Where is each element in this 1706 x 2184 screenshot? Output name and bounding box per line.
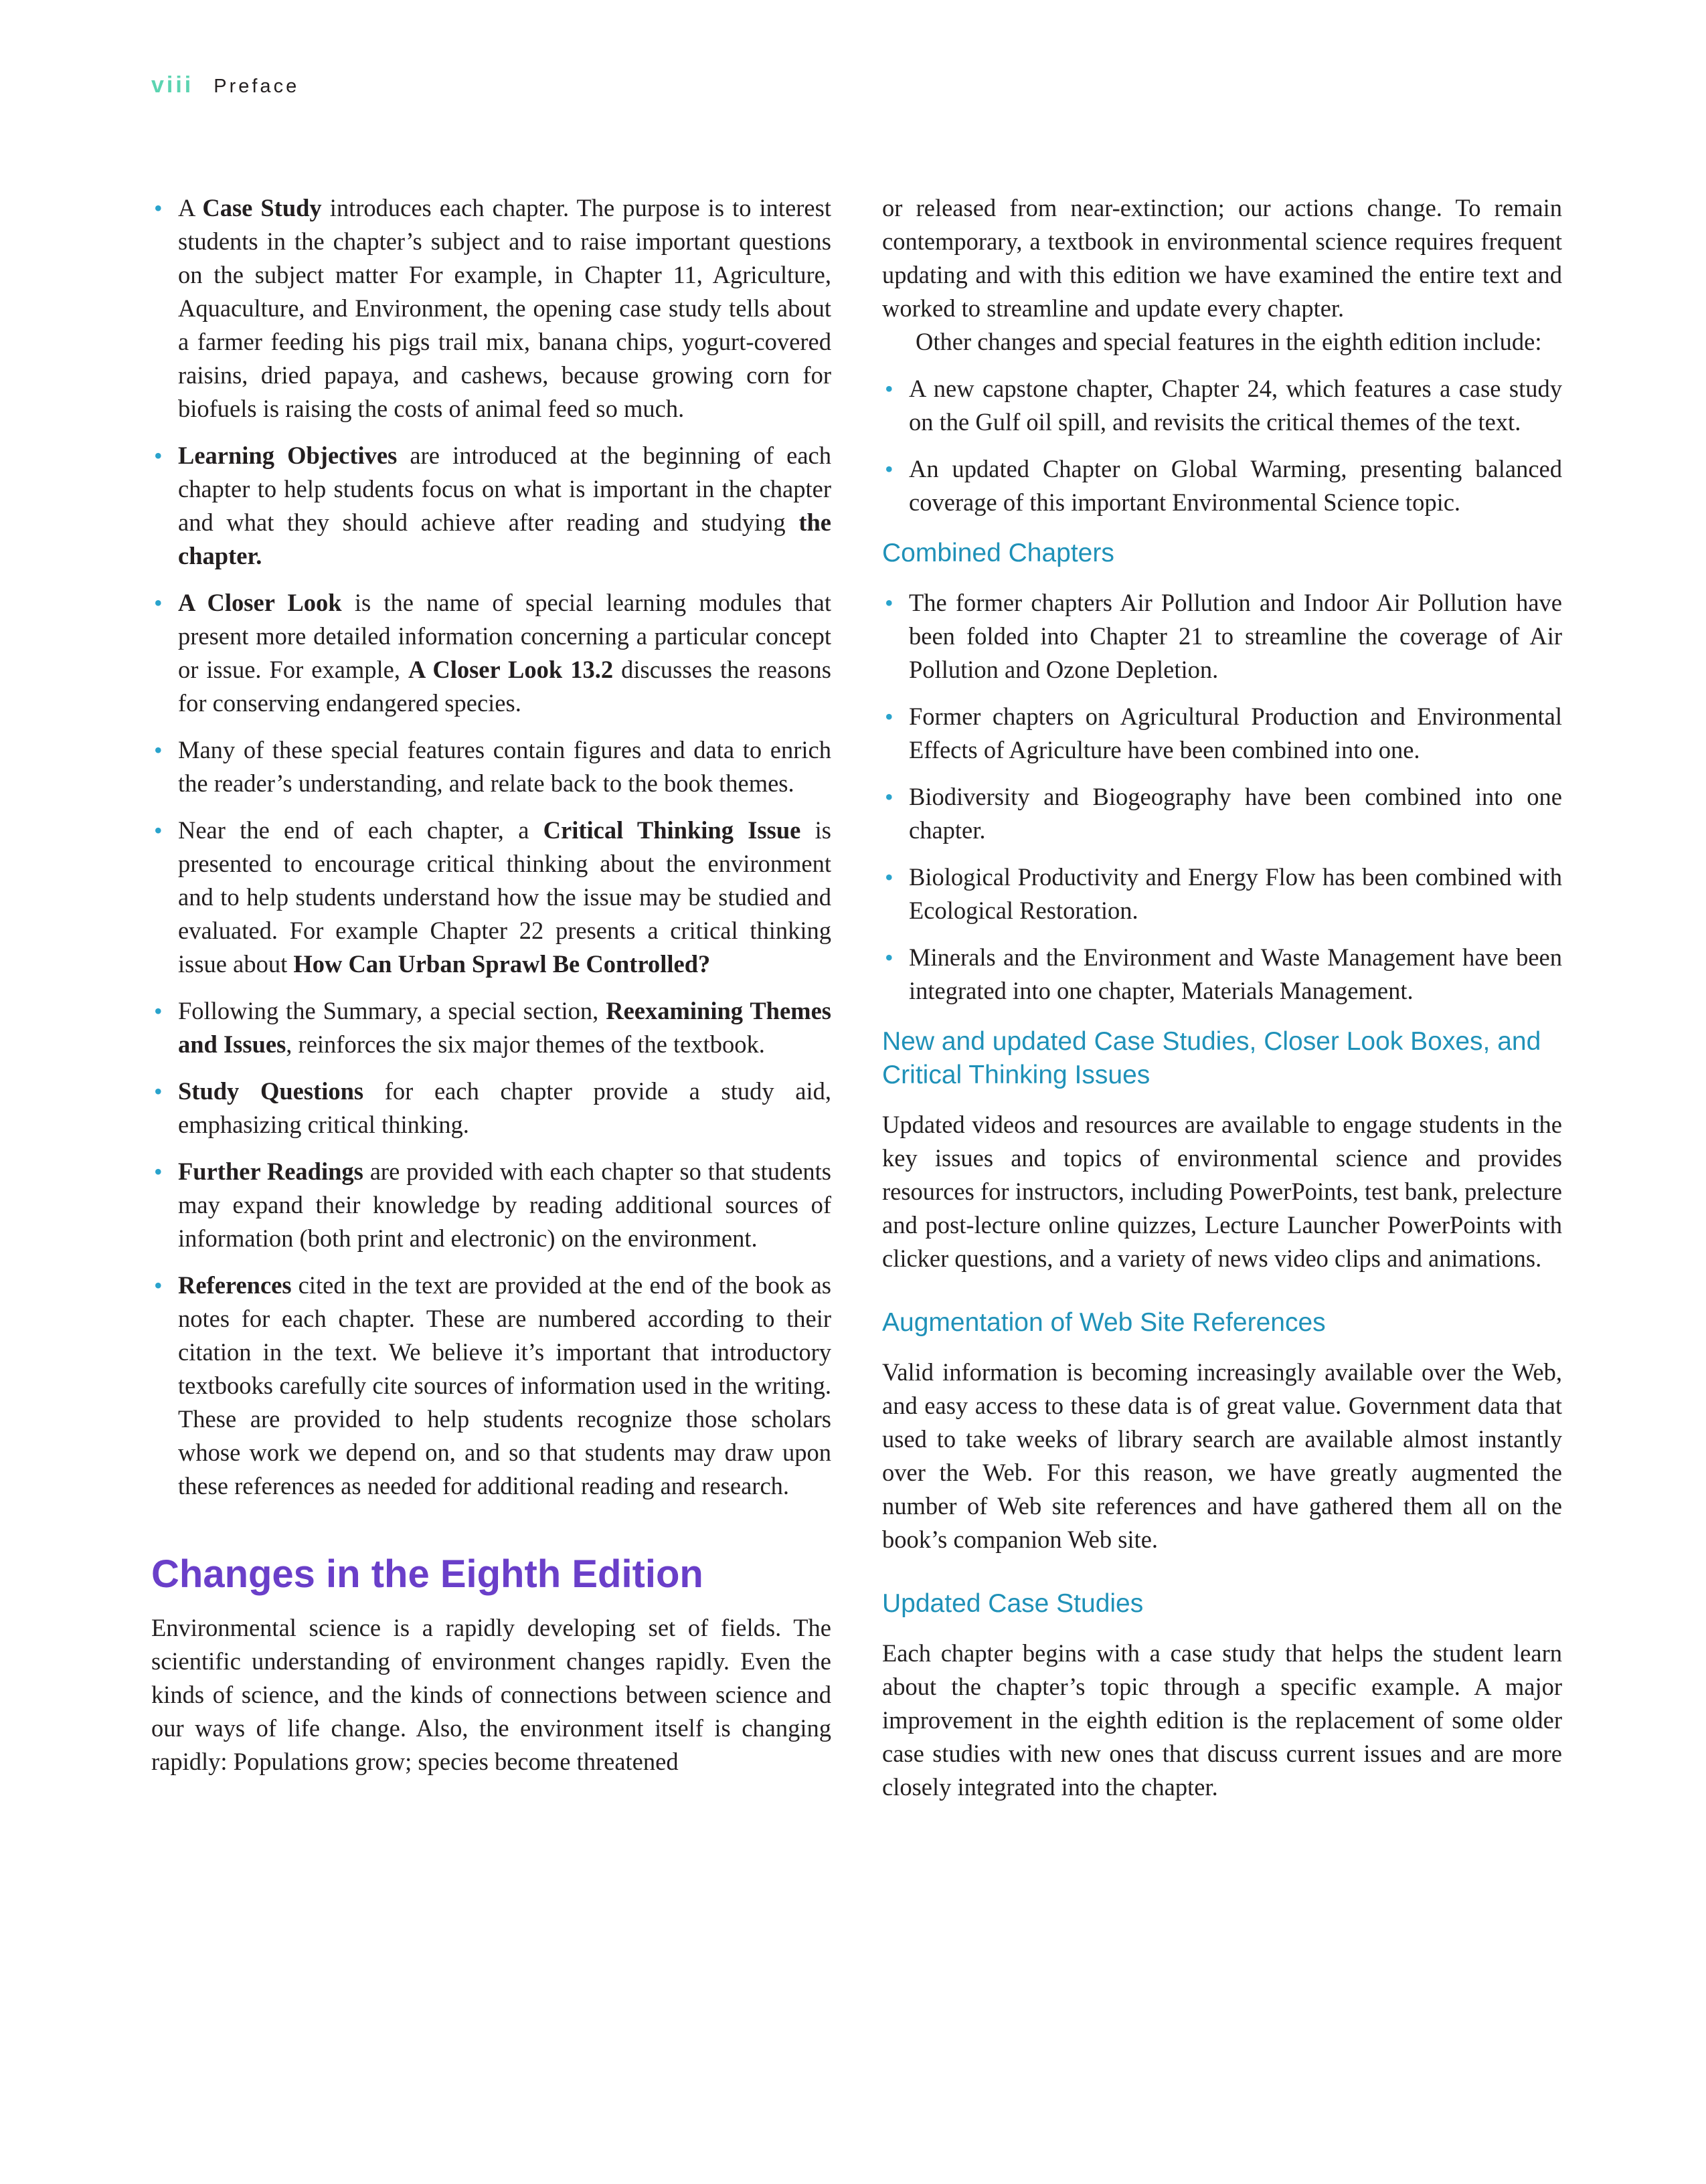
bullet-icon: • [885,784,893,810]
bullet-icon: • [154,195,163,221]
bullet-icon: • [154,737,163,763]
list-item: • Biological Productivity and Energy Flow has been combined with Ecological Restoration. [882,860,1562,927]
running-head-label: Preface [214,76,300,97]
list-item: • Biodiversity and Biogeography have been combined into one chapter. [882,780,1562,847]
new-features-list [882,372,1562,519]
updated-features-heading: New and updated Case Studies, Closer Look Boxes, and Critical Thinking Issues [882,1027,1541,1089]
list-item: • Former chapters on Agricultural Production and Environmental Effects of Agriculture have been combined into one. [882,700,1562,767]
combined-chapters-heading: Combined Chapters [882,539,1114,567]
bullet-icon: • [154,1158,163,1185]
bullet-icon: • [154,442,163,469]
list-item: • Study Questions for each chapter provide a study aid, emphasizing critical thinking. [151,1075,831,1142]
list-item: • References cited in the text are provided at the end of the book as notes for each chapter. These are numbered according to their citation in the text. We believe it’s important that introductory textbooks carefully cite sources of information used in the writing. These are provided to help students recognize those scholars whose work we depend on, and so that students may draw upon these references as needed for additional reading and research. [151,1269,831,1503]
intro-paragraph: Other changes and special features in the eighth edition include: [916,328,1542,355]
bullet-icon: • [885,375,893,402]
bullet-icon: • [154,589,163,616]
list-item: • A Closer Look is the name of special learning modules that present more detailed information concerning a particular concept or issue. For example, A Closer Look 13.2 discusses the reasons for conserving endangered species. [151,586,831,720]
web-references-paragraph: Valid information is becoming increasingly available over the Web, and easy access to these data is of great value. Government data that used to take weeks of library search are available almost instantly over the Web. For this reason, we have greatly augmented the number of Web site references and have gathered them all on the book’s companion Web site. [882,1358,1562,1553]
list-item: • Minerals and the Environment and Waste Management have been integrated into one chapter, Materials Management. [882,941,1562,1008]
list-item: • A Case Study introduces each chapter. The purpose is to interest students in the chapter’s subject and to raise important questions on the subject matter For example, in Chapter 11, Agriculture, Aquaculture, and Environment, the opening case study tells about a farmer feeding his pigs trail mix, banana chips, yogurt-covered raisins, dried papaya, and cashews, because growing corn for biofuels is raising the costs of animal feed so much. [151,191,831,426]
bullet-icon: • [154,998,163,1024]
bullet-icon: • [885,703,893,730]
section-paragraph: Environmental science is a rapidly developing set of fields. The scientific understanding of environment changes rapidly. Even the kinds of science, and the kinds of connections between science and our ways of life change. Also, the environment itself is changing rapidly: Populations grow; species become threatened [151,1614,831,1775]
updated-features-paragraph: Updated videos and resources are available to engage students in the key issues and topics of environmental science and provides resources for instructors, including PowerPoints, test bank, prelecture and post-lecture online quizzes, Lecture Launcher PowerPoints with clicker questions, and a variety of news video clips and animations. [882,1111,1562,1272]
web-references-heading: Augmentation of Web Site References [882,1308,1326,1337]
running-head [151,72,299,106]
case-studies-paragraph: Each chapter begins with a case study that helps the student learn about the chapter’s topic through a specific example. A major improvement in the eighth edition is the replacement of some older case studies with new ones that discuss current issues and are more closely integrated into the chapter. [882,1639,1562,1801]
list-item: • Many of these special features contain figures and data to enrich the reader’s understanding, and relate back to the book themes. [151,733,831,800]
left-column [151,191,831,1779]
bullet-icon: • [154,1272,163,1299]
list-item: • An updated Chapter on Global Warming, presenting balanced coverage of this important Environmental Science topic. [882,452,1562,519]
bullet-icon: • [885,456,893,482]
combined-chapters-list [882,586,1562,1008]
list-item: • A new capstone chapter, Chapter 24, which features a case study on the Gulf oil spill, and revisits the critical themes of the text. [882,372,1562,439]
list-item: • Further Readings are provided with each chapter so that students may expand their knowledge by reading additional sources of information (both print and electronic) on the environment. [151,1155,831,1255]
case-studies-heading: Updated Case Studies [882,1589,1144,1618]
bullet-icon: • [154,1078,163,1105]
bullet-icon: • [154,817,163,844]
bullet-icon: • [885,589,893,616]
list-item: • Near the end of each chapter, a Critical Thinking Issue is presented to encourage critical thinking about the environment and to help students understand how the issue may be studied and evaluated. For example Chapter 22 presents a critical thinking issue about How Can Urban Sprawl Be Controlled? [151,814,831,981]
continuation-paragraph: or released from near-extinction; our actions change. To remain contemporary, a textbook in environmental science requires frequent updating and with this edition we have examined the entire text and worked to streamline and update every chapter. [882,194,1562,322]
list-item: • Learning Objectives are introduced at the beginning of each chapter to help students focus on what is important in the chapter and what they should achieve after reading and studying the chapter. [151,439,831,573]
section-title: Changes in the Eighth Edition [151,1552,703,1596]
bullet-icon: • [885,864,893,891]
page-number: viii [151,72,194,98]
feature-list [151,191,831,1503]
list-item: • Following the Summary, a special section, Reexamining Themes and Issues, reinforces the six major themes of the textbook. [151,994,831,1061]
right-column [882,191,1562,1804]
list-item: • The former chapters Air Pollution and Indoor Air Pollution have been folded into Chapter 21 to streamline the coverage of Air Pollution and Ozone Depletion. [882,586,1562,687]
bullet-icon: • [885,944,893,971]
